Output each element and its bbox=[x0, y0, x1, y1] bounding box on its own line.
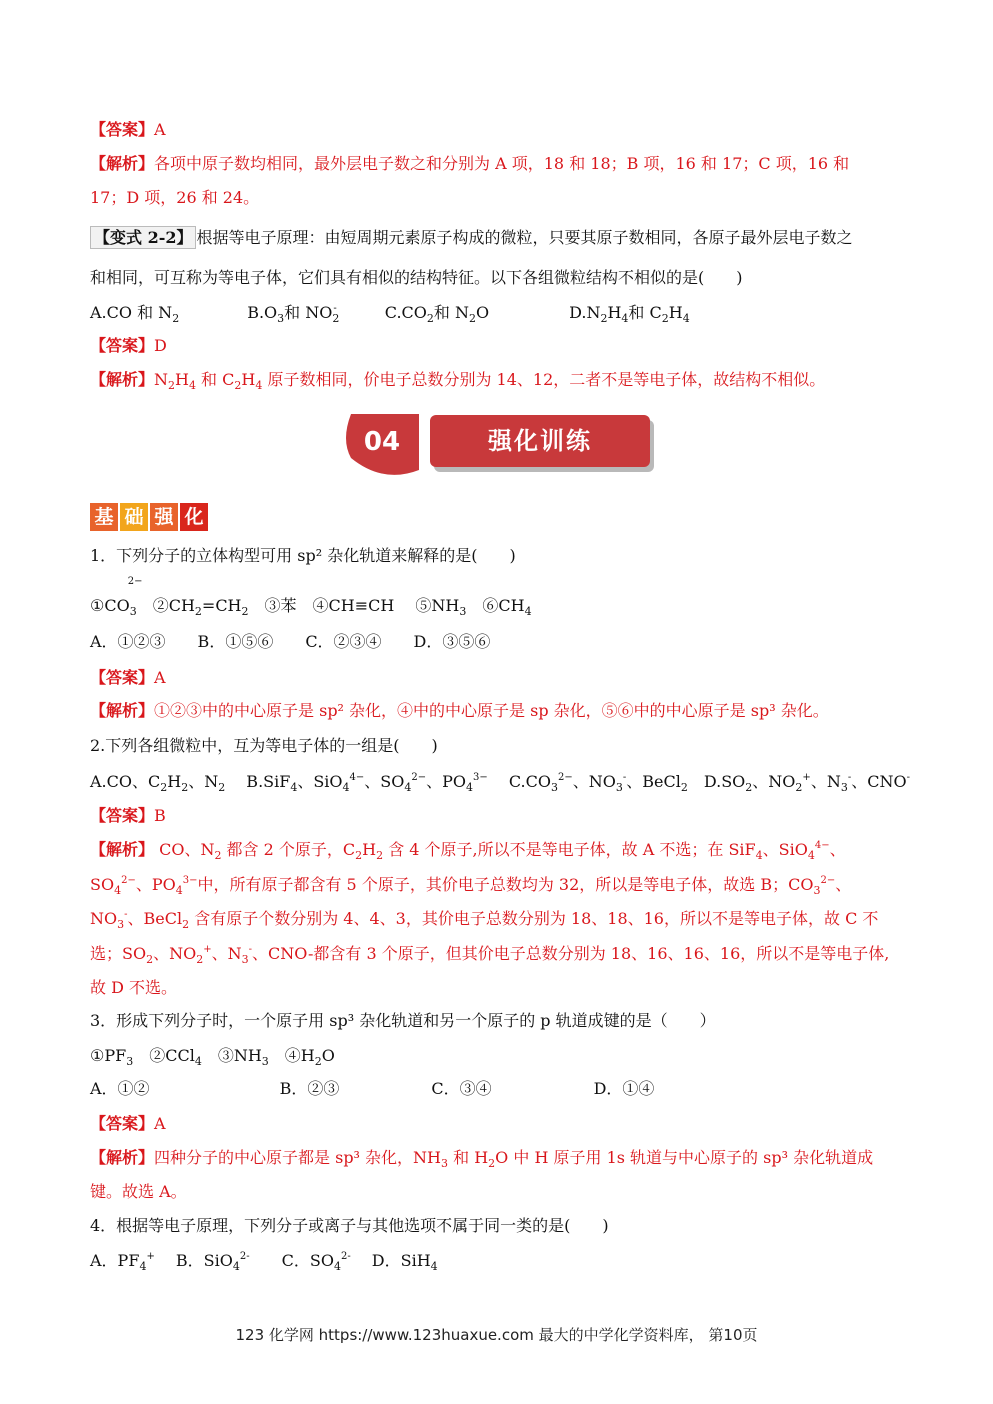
analysis-text: ①②③中的中心原子是 sp² 杂化，④中的中心原子是 sp 杂化，⑤⑥中的中心原子是 sp³ 杂化。 bbox=[154, 701, 829, 720]
q2-analysis-5: 故 D 不选。 bbox=[90, 978, 178, 997]
variant-analysis: 【解析】$N_2H_4$ 和 $C_2H_4$ 原子数相同，价电子总数分别为 14、12，二者不是等电子体，故结构不相似。 bbox=[90, 370, 826, 392]
subheading-tile-4: 化 bbox=[180, 503, 208, 531]
subheading-tile-2: 础 bbox=[120, 503, 148, 531]
analysis-label: 【解析】 bbox=[90, 154, 155, 173]
q3-stem: 3．形成下列分子时，一个原子用 sp³ 杂化轨道和另一个原子的 p 轨道成键的是（ ） bbox=[90, 1011, 716, 1030]
q2-stem: 2.下列各组微粒中，互为等电子体的一组是( ) bbox=[90, 736, 438, 755]
analysis-text: 各项中原子数均相同，最外层电子数之和分别为 A 项，18 和 18；B 项，16 和 17；C 项，16 和 bbox=[154, 154, 850, 173]
analysis-label: 【解析】 bbox=[90, 701, 155, 720]
variant-tag: 【变式 2-2】 bbox=[90, 226, 196, 249]
answer-value: B bbox=[154, 806, 166, 825]
variant-stem bbox=[90, 228, 853, 248]
q4-stem: 4．根据等电子原理，下列分子或离子与其他选项不属于同一类的是( ) bbox=[90, 1216, 609, 1235]
variant-answer bbox=[90, 336, 167, 356]
answer-label: 【答案】 bbox=[90, 1114, 155, 1133]
section-title: 强化训练 bbox=[488, 427, 592, 455]
q2-answer bbox=[90, 806, 166, 826]
q1-items: $①CO_3$ 2− $②CH_2=CH_2$ ③苯 ④CH≡CH $⑤NH_3$ $⑥CH_4$ bbox=[90, 576, 532, 618]
subheading-tile-3: 强 bbox=[150, 503, 178, 531]
answer-line bbox=[90, 120, 166, 140]
answer-value: D bbox=[154, 336, 167, 355]
analysis-label: 【解析】 bbox=[90, 370, 155, 389]
q3-analysis-1: 【解析】四种分子的中心原子都是 sp³ 杂化，$NH_3$ 和 $H_2O$ 中 H 原子用 1s 轨道与中心原子的 sp³ 杂化轨道成 bbox=[90, 1148, 874, 1170]
q3-answer bbox=[90, 1114, 166, 1134]
q2-analysis-4: 选；$SO_2$、$NO_2^+$、$N_3^-$、CNO-都含有 3 个原子，但其价电子总数分别为 18、16、16、16，所以不是等电子体, bbox=[90, 944, 890, 966]
q2-analysis-3: $NO_3^-$、BeCl$_2$ 含有原子个数分别为 4、4、3，其价电子总数分别为 18、18、16，所以不是等电子体，故 C 不 bbox=[90, 909, 879, 931]
section-title-box bbox=[430, 415, 650, 467]
answer-label: 【答案】 bbox=[90, 806, 155, 825]
answer-label: 【答案】 bbox=[90, 120, 155, 139]
answer-label: 【答案】 bbox=[90, 336, 155, 355]
q2-analysis-2: $SO_4^{2-}$、$PO_4^{3-}$中，所有原子都含有 5 个原子，其价电子总数均为 32，所以是等电子体，故选 B；$CO_3^{2-}$、 bbox=[90, 875, 852, 897]
q3-analysis-2: 键。故选 A。 bbox=[90, 1182, 187, 1201]
answer-label: 【答案】 bbox=[90, 668, 155, 687]
variant-stem-text: 根据等电子原理：由短周期元素原子构成的微粒，只要其原子数相同，各原子最外层电子数之 bbox=[196, 228, 853, 247]
variant-options: A.CO 和 $N_2$ $B.O_3$和 $NO_2^-$ $C.CO_2$和 $N_2O$ $D.N_2H_4$和 $C_2H_4$ bbox=[90, 303, 690, 325]
q2-analysis-1: 【解析】 CO、$N_2$ 都含 2 个原子，$C_2H_2$ 含 4 个原子,所以不是等电子体，故 A 不选；在 SiF$_4$、SiO$_4^{4-}$、 bbox=[90, 840, 846, 862]
q1-options: A．①②③ B．①⑤⑥ C．②③④ D．③⑤⑥ bbox=[90, 632, 491, 651]
analysis-label: 【解析】 bbox=[90, 840, 155, 859]
q1-analysis bbox=[90, 701, 829, 721]
q4-options: A．$PF_4^+$ B．SiO$_4^{2-}$ C．$SO_4^{2-}$ D．SiH$_4$ bbox=[90, 1251, 438, 1273]
q1-answer bbox=[90, 668, 166, 688]
q2-options: A.CO、$C_2H_2$、$N_2$ B.SiF$_4$、SiO$_4^{4-}$、$SO_4^{2-}$、$PO_4^{3-}$ $C.CO_3^{2-}$、$NO_3^-$、BeCl$_2$ $D.SO_2$、$NO_2^+$、$N_3^-$、CNO- bbox=[90, 772, 910, 794]
answer-value: A bbox=[154, 120, 166, 139]
subheading-tile-1: 基 bbox=[90, 503, 118, 531]
answer-value: A bbox=[154, 1114, 166, 1133]
q1-stem: 1．下列分子的立体构型可用 sp² 杂化轨道来解释的是( ) bbox=[90, 546, 516, 565]
analysis-text: 原子数相同，价电子总数分别为 14、12，二者不是等电子体，故结构不相似。 bbox=[267, 370, 826, 389]
analysis-label: 【解析】 bbox=[90, 1148, 155, 1167]
analysis-line bbox=[90, 154, 849, 174]
variant-stem-2: 和相同，可互称为等电子体，它们具有相似的结构特征。以下各组微粒结构不相似的是( ) bbox=[90, 268, 743, 287]
section-number: 04 bbox=[363, 427, 401, 457]
q3-options: A．①② B．②③ C．③④ D．①④ bbox=[90, 1079, 655, 1098]
page-footer: 123 化学网 https://www.123huaxue.com 最大的中学化学资料库， 第10页 bbox=[235, 1326, 758, 1344]
q3-items: $①PF_3$ ②CCl$_4$ $③NH_3$ $④H_2O$ bbox=[90, 1046, 335, 1068]
answer-value: A bbox=[154, 668, 166, 687]
analysis-line-2: 17；D 项，26 和 24。 bbox=[90, 188, 260, 207]
